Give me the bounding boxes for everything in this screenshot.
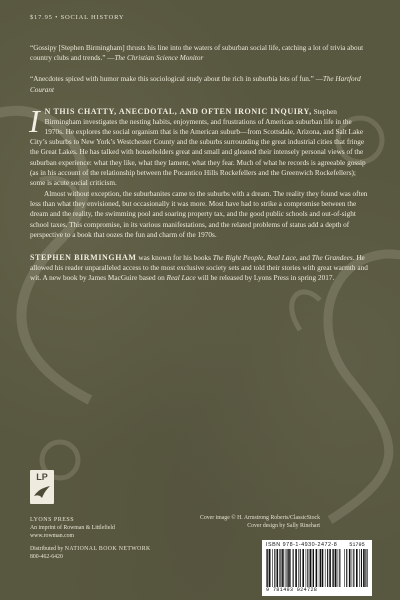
publisher-info [30,516,170,561]
drop-cap: I [29,102,40,139]
publisher-imprint: An imprint of Rowman & Littlefield [30,525,115,532]
description-lead: N THIS CHATTY, ANECDOTAL, AND OFTEN IRONIC INQUIRY, [44,106,312,116]
quote-source: The Christian Science Monitor [114,54,204,63]
separator: , and [295,253,312,262]
price-category: $17.95 • SOCIAL HISTORY [30,14,125,21]
publisher-phone: 800-462-6420 [30,553,63,560]
barcode-icon [266,549,342,587]
author-bio-text: will be released by Lyons Press in spring 2017. [195,274,335,283]
cover-image-credit: Cover image © H. Armstrong Roberts/ClassicStock [199,515,320,521]
description-para-1: Stephen Birmingham investigates the nesting habits, enjoyments, and frustrations of American suburban life in the 1970s. He explores the social organism that is the American suburb—from Scottsdale, Arizona, and Salt Lake City’s suburbs to New York’s Westchester County and the suburbs surrounding the great industrial cities that fringe the Great Lakes. He has talked with householders great and small and gleaned their intensely personal views of the suburban experience: what they like, what they lament, what they fear. Much of what he records is agreeable gossip (as in his account of the relationship between the Pocantico Hills Rockefellers and the Greenwich Rockefellers); some is acute social criticism. [30,107,366,187]
quote-text: “Anecdotes spiced with humor make this sociological study about the rich in suburbia lots of fun.” — [30,75,323,84]
price-code: 51795 [349,542,365,548]
author-bio [30,253,372,283]
bird-icon [33,484,51,500]
author-bio-text: was known for his books [136,253,213,262]
quote-text: “Gossipy [Stephen Birmingham] thrusts his line into the waters of suburban social life, catching a lot of trivia about country clubs and trends.” — [30,44,364,63]
separator: , [263,253,267,262]
quote-source: The Hartford Courant [30,75,361,94]
barcode [262,540,372,596]
review-quote [30,43,372,63]
review-quote [30,74,372,94]
description-para-2: Almost without exception, the suburbanites came to the suburbs with a dream. The reality they found was often less than what they envisioned, but occasionally it was more. Most have had to strike a compromise between the dream and the reality, the swimming pool and soaring property tax, and the good public schools and out-of-sight school taxes. This compromise, in its various manifestations, and the related problems of status add a depth of perspective to a book that oozes the fun and charm of the 1970s. [30,190,368,239]
isbn-label: ISBN 978-1-4930-2472-8 [266,542,338,548]
author-name: STEPHEN BIRMINGHAM [30,252,137,262]
back-cover-text [30,14,372,283]
distributor-name: NATIONAL BOOK NETWORK [64,545,151,552]
book-title: Real Lace [166,274,196,283]
ean-number: 9 781493 024728 [266,587,318,593]
cover-design-credit: Cover design by Sally Rinehart [247,523,320,530]
book-title: Real Lace [266,253,296,262]
distributed-by-label: Distributed by [30,545,64,552]
logo-text: LP [36,472,48,482]
book-title: The Right People [212,253,264,262]
publisher-logo [30,470,54,504]
book-title: The Grandees [311,253,353,262]
price-barcode-icon [344,549,368,587]
publisher-block [30,470,372,593]
cover-credits [200,514,320,530]
book-description [29,102,372,188]
publisher-name: LYONS PRESS [30,517,75,523]
author-bio-text: . He allowed his reader unparalleled access to the most exclusive society sets and told their stories with great warmth and wit. A new book by James MacGuire based on [30,253,368,283]
distributor-line [30,545,170,553]
publisher-website: www.rowman.com [30,533,75,540]
